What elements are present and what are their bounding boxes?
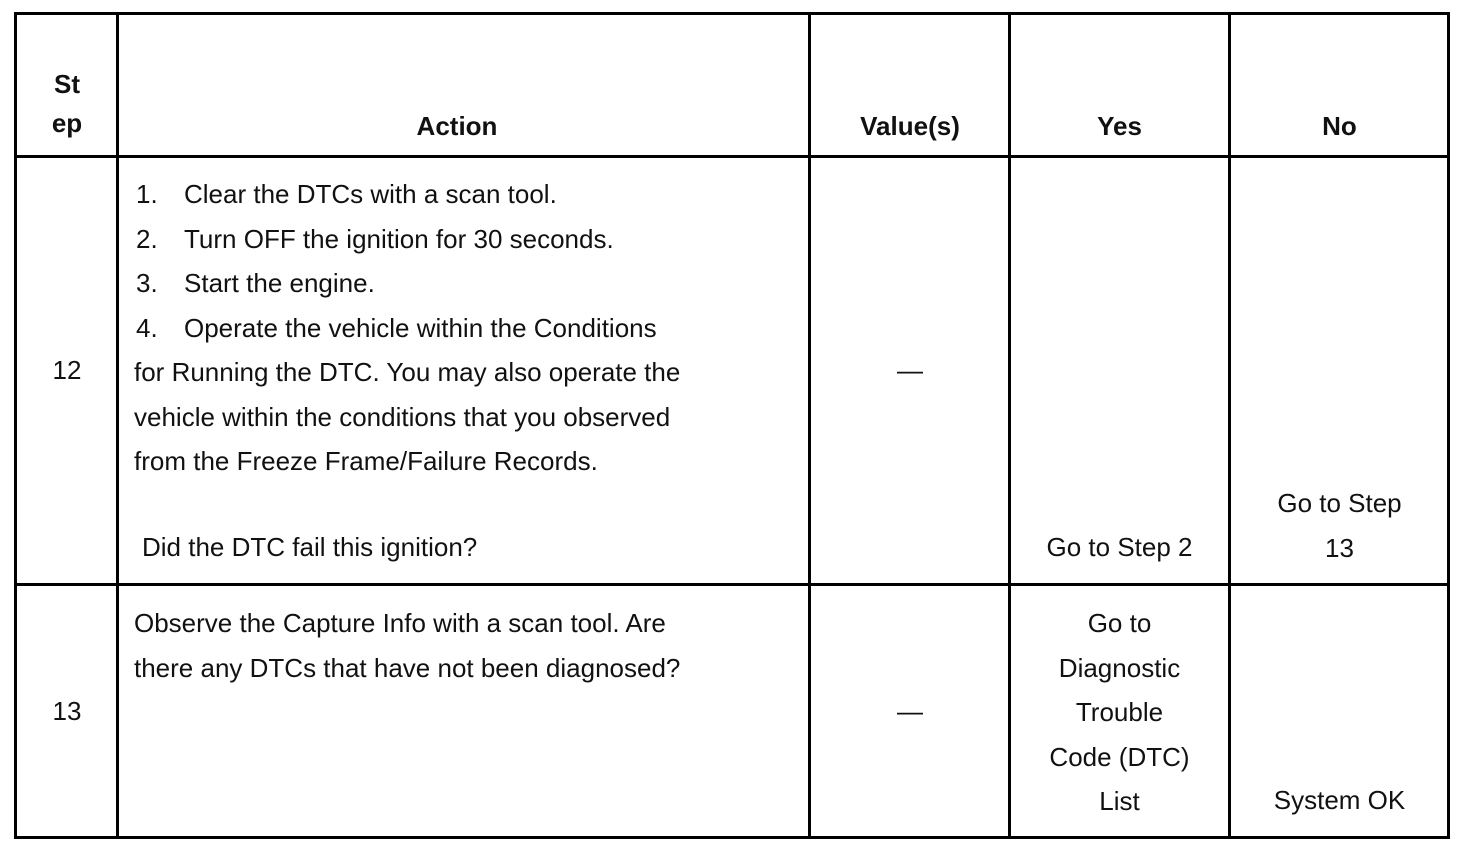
action-line: there any DTCs that have not been diagnosed? [134,652,681,683]
row-13-yes-line: Trouble [1075,697,1164,727]
row-12-yes: Go to Step 2 [1046,532,1193,562]
list-item [134,306,810,351]
list-item [134,261,810,306]
row-13-value: — [897,696,923,726]
row-12-value: — [897,355,923,385]
header-step-line1: St [54,69,80,99]
row-13-yes-line: Code (DTC) [1049,741,1190,772]
row-12-no-line2: 13 [1325,532,1354,563]
table-border-bottom [14,836,1450,839]
row-12-no [1231,481,1448,570]
action-continuation-line: from the Freeze Frame/Failure Records. [134,446,598,476]
list-text: Operate the vehicle within the Conditions [184,312,657,343]
header-no: No [1322,111,1357,141]
header-action: Action [416,111,498,141]
list-text: Turn OFF the ignition for 30 seconds. [184,223,614,254]
list-item [134,217,810,262]
row-13-step: 13 [52,696,82,726]
row-12-action [134,172,810,484]
row-13-yes-line: Diagnostic [1058,652,1181,683]
header-step [17,65,117,143]
header-step-line2: ep [51,108,83,138]
list-text: Clear the DTCs with a scan tool. [184,179,557,209]
header-yes: Yes [1097,111,1142,141]
row-12-no-line1: Go to Step [1277,488,1402,518]
list-number: 2. [136,223,158,254]
list-number: 4. [136,312,158,343]
list-text: Start the engine. [184,268,375,298]
diagnostic-table [14,12,1450,839]
header-divider [14,155,1450,158]
row-divider [14,583,1450,586]
header-values: Value(s) [860,111,960,141]
table-border-top [14,12,1450,15]
list-number: 1. [136,179,158,209]
list-number: 3. [136,268,158,298]
row-12-question: Did the DTC fail this ignition? [142,532,478,562]
action-continuation-line: vehicle within the conditions that you observed [134,401,671,432]
row-13-yes [1011,601,1228,824]
row-13-action [134,601,810,690]
list-item [134,172,810,217]
row-12-step: 12 [52,355,82,385]
row-13-yes-line: List [1099,786,1140,816]
row-13-yes-line: Go to [1087,608,1152,638]
action-line: Observe the Capture Info with a scan tool. Are [134,608,666,638]
action-continuation-line: for Running the DTC. You may also operate the [134,357,681,387]
row-13-no: System OK [1273,785,1406,815]
